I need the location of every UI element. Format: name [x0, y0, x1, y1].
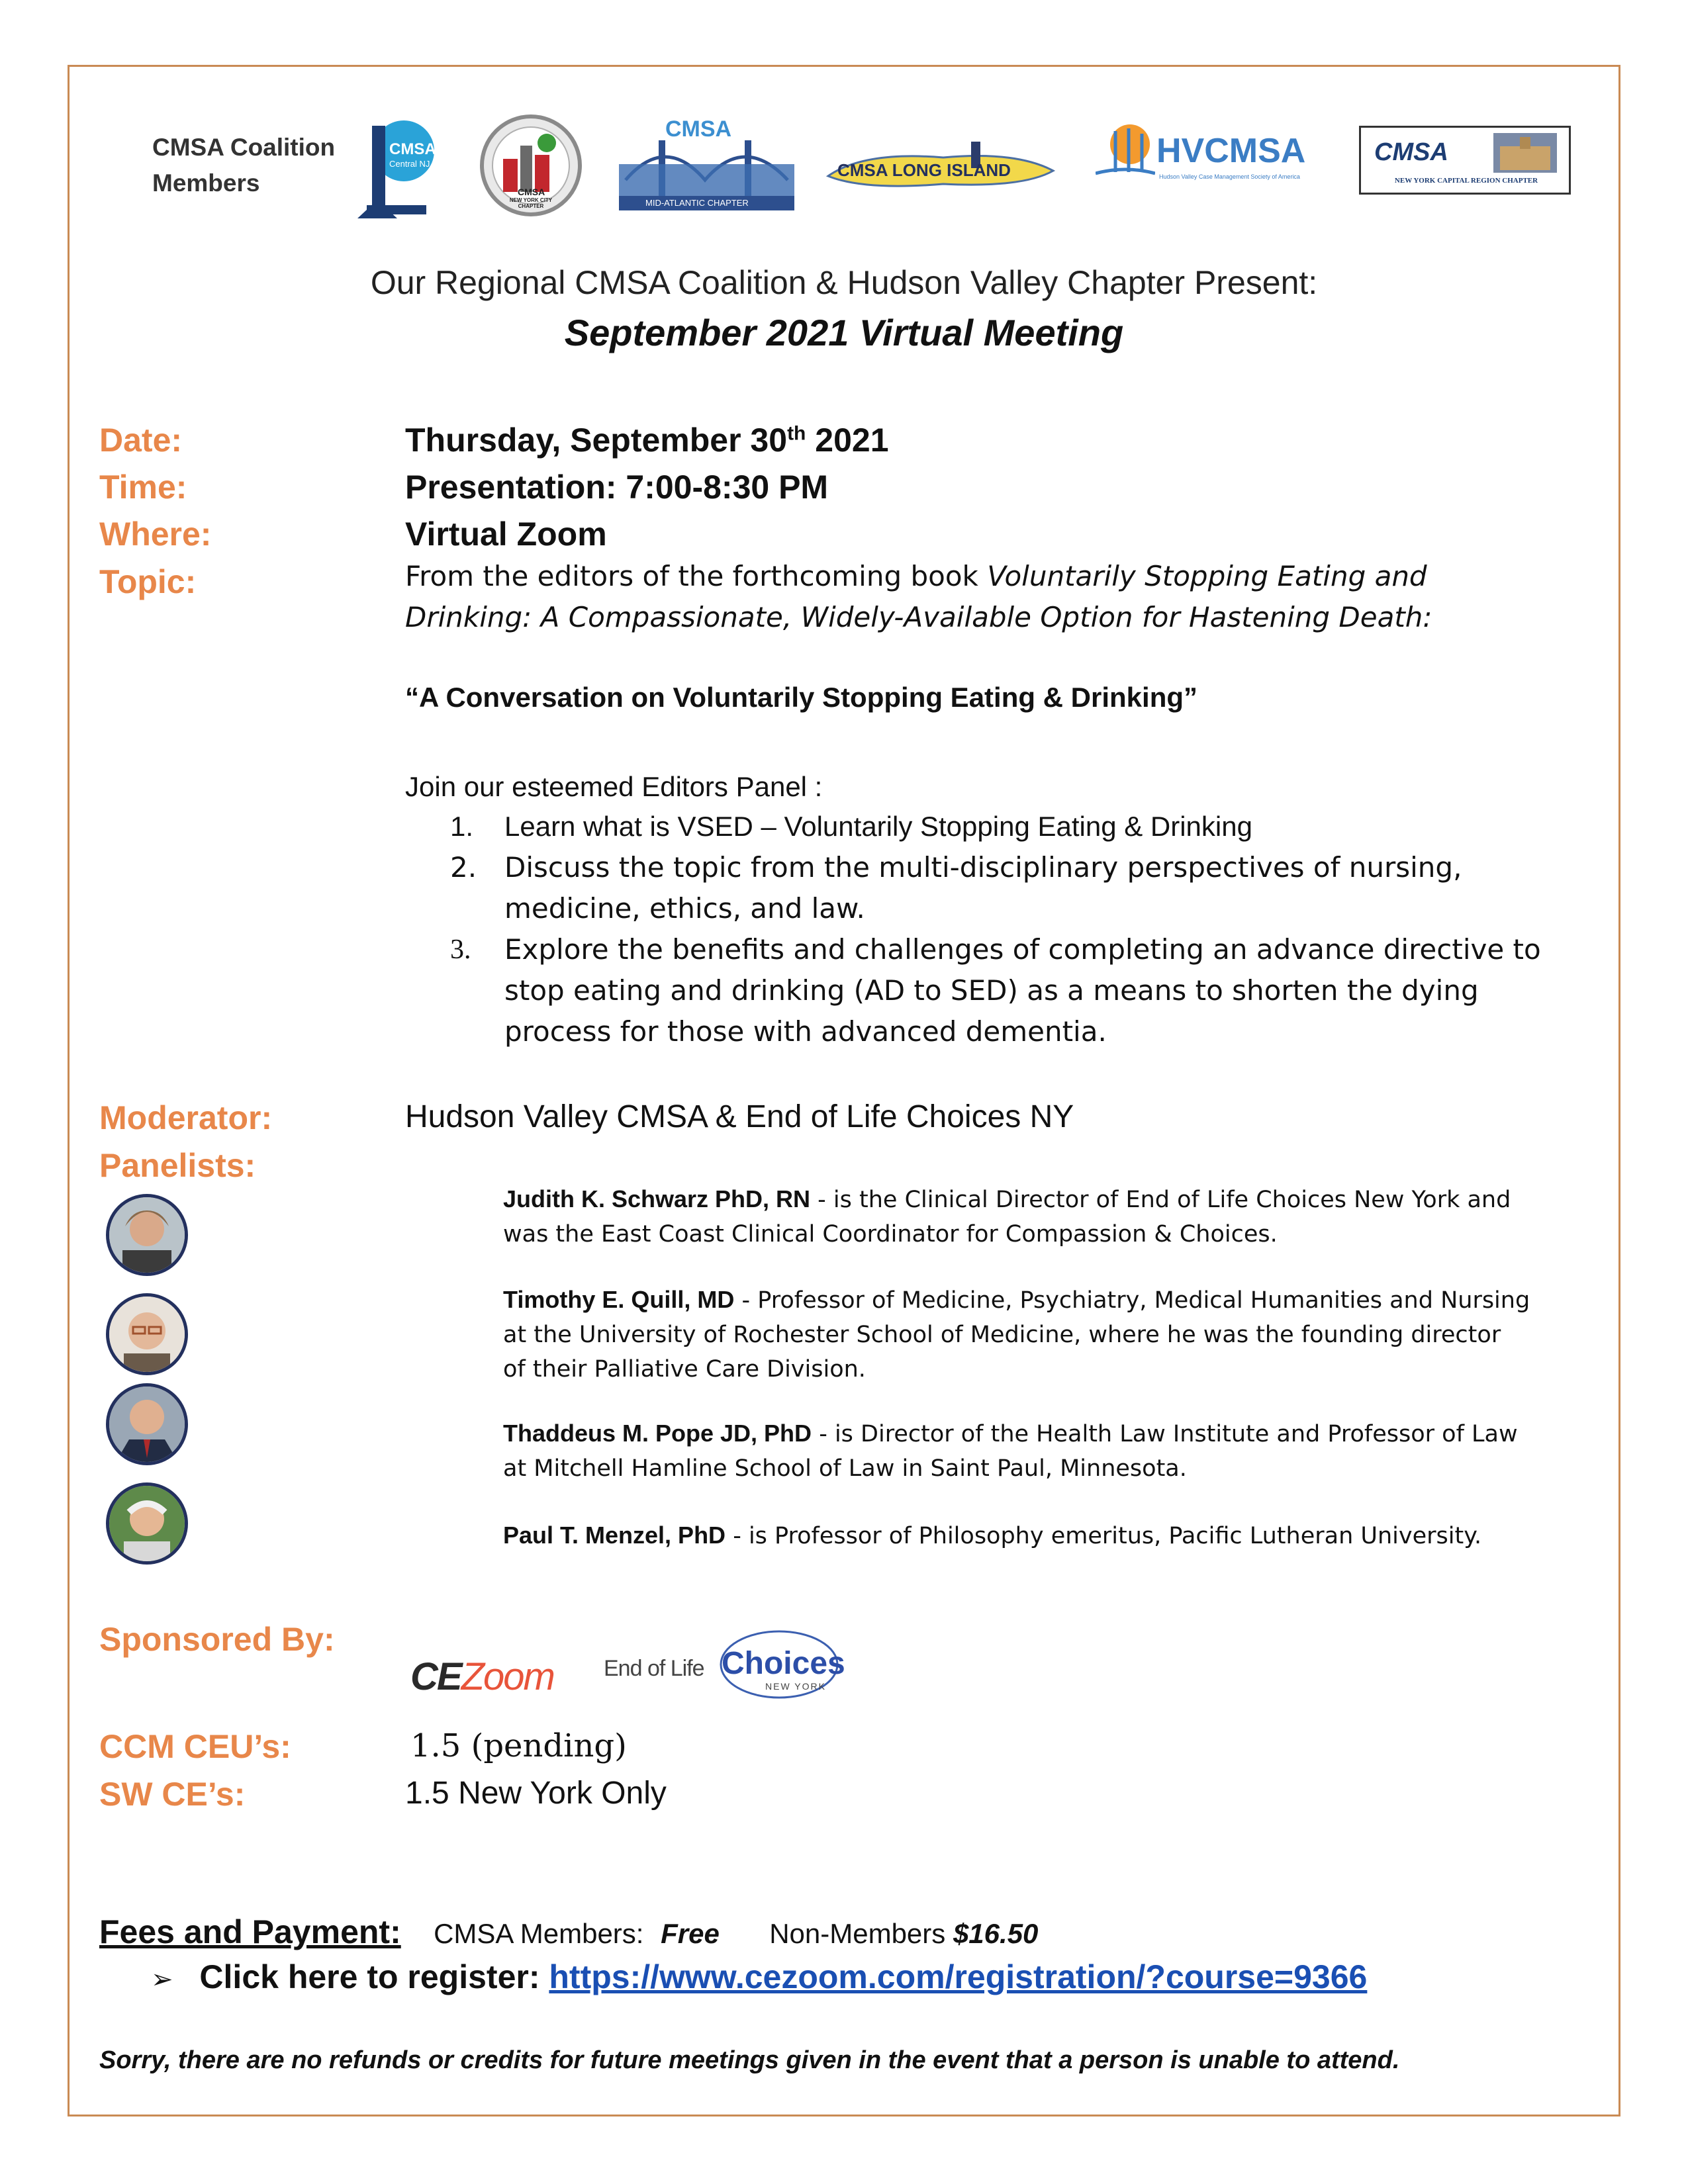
- ccm-ceu-label: CCM CEU’s:: [99, 1728, 291, 1765]
- bio-text: - is Director of the Health Law Institute and Professor of Law: [812, 1421, 1518, 1447]
- end-of-life-choices-logo: [604, 1628, 855, 1701]
- list-text: process for those with advanced dementia.: [504, 1015, 1107, 1048]
- panelist-bio-menzel: [503, 1518, 1589, 1553]
- cmsa-capital-region-text: CMSA: [1374, 138, 1448, 166]
- list-text: Learn what is VSED – Voluntarily Stopping Eating & Drinking: [504, 811, 1252, 842]
- bio-text: - Professor of Medicine, Psychiatry, Medical Humanities and Nursing: [734, 1287, 1530, 1314]
- topic-description: [405, 556, 1583, 638]
- eol-choices-text: Choices: [722, 1646, 845, 1681]
- cmsa-capital-region-subtext: NEW YORK CAPITAL REGION CHAPTER: [1394, 177, 1538, 185]
- cmsa-central-nj-logo: [357, 113, 437, 218]
- intro-line: Our Regional CMSA Coalition & Hudson Valley Chapter Present:: [370, 264, 1318, 301]
- coalition-label: [152, 130, 335, 201]
- date-value-main: Thursday, September 30: [405, 422, 788, 459]
- cezoom-ce: CE: [410, 1655, 461, 1698]
- members-value: Free: [661, 1918, 720, 1949]
- list-number: 3.: [450, 934, 471, 965]
- cmsa-nyc-subtext: NEW YORK CITY CHAPTER: [509, 197, 553, 209]
- list-text: medicine, ethics, and law.: [504, 892, 865, 925]
- bio-line: at Mitchell Hamline School of Law in Saint Paul, Minnesota.: [503, 1455, 1187, 1482]
- sponsored-label: Sponsored By:: [99, 1621, 335, 1658]
- ccm-ceu-value: 1.5 (pending): [410, 1727, 627, 1764]
- hvcmsa-logo: [1096, 119, 1321, 192]
- list-text: stop eating and drinking (AD to SED) as a means to shorten the dying: [504, 974, 1479, 1007]
- panelist-name: Timothy E. Quill, MD: [503, 1286, 735, 1313]
- cmsa-long-island-logo: [824, 138, 1056, 195]
- agenda-list: [450, 806, 1589, 1052]
- cmsa-mid-atlantic-subtext: MID-ATLANTIC CHAPTER: [645, 198, 749, 208]
- fees-row: [99, 1913, 1038, 1951]
- cmsa-capital-region-logo: [1359, 126, 1571, 195]
- coalition-label-line2: Members: [152, 169, 260, 197]
- page-border: [68, 65, 1620, 2116]
- bio-line: [503, 1283, 1589, 1318]
- moderator-label: Moderator:: [99, 1099, 273, 1136]
- eol-ny-text: NEW YORK: [765, 1681, 826, 1692]
- where-value: Virtual Zoom: [405, 516, 607, 553]
- sw-ce-value: 1.5 New York Only: [405, 1776, 667, 1811]
- panelist-photo-menzel: [106, 1482, 188, 1565]
- nonmembers-value: $16.50: [953, 1918, 1039, 1949]
- date-value-year: 2021: [806, 422, 889, 459]
- register-label: Click here to register:: [199, 1958, 540, 1995]
- cmsa-mid-atlantic-text: CMSA: [665, 116, 732, 142]
- date-label: Date:: [99, 422, 183, 459]
- panelists-label: Panelists:: [99, 1147, 256, 1184]
- nonmembers-text: Non-Members: [769, 1918, 946, 1949]
- panelist-name: Thaddeus M. Pope JD, PhD: [503, 1420, 812, 1447]
- date-value-sup: th: [787, 422, 806, 445]
- cezoom-logo: [410, 1655, 554, 1699]
- join-text: Join our esteemed Editors Panel :: [405, 771, 823, 802]
- coalition-label-line1: CMSA Coalition: [152, 134, 336, 161]
- bio-text: - is Professor of Philosophy emeritus, Pacific Lutheran University.: [726, 1523, 1482, 1549]
- topic-label: Topic:: [99, 563, 197, 600]
- topic-title: “A Conversation on Voluntarily Stopping Eating & Drinking”: [405, 682, 1198, 713]
- panelist-bio-quill: [503, 1283, 1589, 1387]
- list-text: Explore the benefits and challenges of completing an advance directive to: [504, 933, 1541, 966]
- moderator-value: Hudson Valley CMSA & End of Life Choices NY: [405, 1099, 1074, 1134]
- cmsa-mid-atlantic-logo: [619, 114, 794, 210]
- cmsa-central-nj-subtext: Central NJ: [389, 159, 430, 169]
- cmsa-long-island-text: CMSA LONG ISLAND: [837, 160, 1011, 180]
- register-link[interactable]: https://www.cezoom.com/registration/?course=9366: [549, 1958, 1368, 1995]
- fees-label: Fees and Payment:: [99, 1913, 401, 1950]
- cmsa-nyc-logo: [478, 113, 584, 218]
- hvcmsa-text: HVCMSA: [1156, 132, 1306, 170]
- bio-line: was the East Coast Clinical Coordinator for Compassion & Choices.: [503, 1221, 1278, 1248]
- list-item: [450, 847, 1589, 929]
- time-label: Time:: [99, 469, 187, 506]
- list-text: Discuss the topic from the multi-disciplinary perspectives of nursing,: [504, 851, 1462, 884]
- date-value: [405, 421, 889, 459]
- cmsa-nyc-text: CMSA: [518, 187, 545, 197]
- hvcmsa-subtext: Hudson Valley Case Management Society of America: [1159, 173, 1300, 180]
- arrow-icon: ➢: [151, 1964, 173, 1995]
- panelist-photo-pope: [106, 1383, 188, 1465]
- bio-line: of their Palliative Care Division.: [503, 1356, 866, 1383]
- panelist-name: Judith K. Schwarz PhD, RN: [503, 1185, 811, 1212]
- topic-line1-pre: From the editors of the forthcoming book: [405, 560, 988, 592]
- meeting-title: September 2021 Virtual Meeting: [564, 312, 1124, 353]
- list-item: [450, 806, 1589, 847]
- book-title-part1: Voluntarily Stopping Eating and: [987, 560, 1427, 592]
- cmsa-central-nj-text: CMSA: [389, 140, 436, 158]
- list-item: [450, 929, 1589, 1052]
- eol-pre-text: End of Life: [604, 1656, 704, 1681]
- sw-ce-label: SW CE’s:: [99, 1776, 246, 1813]
- list-number: 1.: [450, 811, 474, 842]
- time-value: Presentation: 7:00-8:30 PM: [405, 469, 829, 506]
- panelist-photo-schwarz: [106, 1194, 188, 1276]
- members-text: CMSA Members:: [434, 1918, 644, 1949]
- list-number: 2.: [450, 851, 477, 884]
- bio-line: [503, 1518, 1589, 1553]
- panelist-bio-pope: [503, 1416, 1589, 1486]
- bio-text: - is the Clinical Director of End of Life Choices New York and: [810, 1187, 1511, 1213]
- bio-line: at the University of Rochester School of Medicine, where he was the founding director: [503, 1322, 1501, 1348]
- panelist-name: Paul T. Menzel, PhD: [503, 1522, 726, 1549]
- bio-line: [503, 1416, 1589, 1451]
- disclaimer: Sorry, there are no refunds or credits for future meetings given in the event that a person is unable to attend.: [99, 2046, 1400, 2074]
- where-label: Where:: [99, 516, 212, 553]
- cezoom-zoom: Zoom: [461, 1655, 554, 1698]
- topic-line2: [405, 597, 1583, 638]
- panelist-photo-quill: [106, 1293, 188, 1375]
- panelist-bio-schwarz: [503, 1182, 1589, 1251]
- book-title-part2: Drinking: A Compassionate, Widely-Available Option for Hastening Death:: [405, 601, 1432, 633]
- topic-line1: [405, 556, 1583, 597]
- bio-line: [503, 1182, 1589, 1217]
- register-row: [151, 1958, 1367, 1996]
